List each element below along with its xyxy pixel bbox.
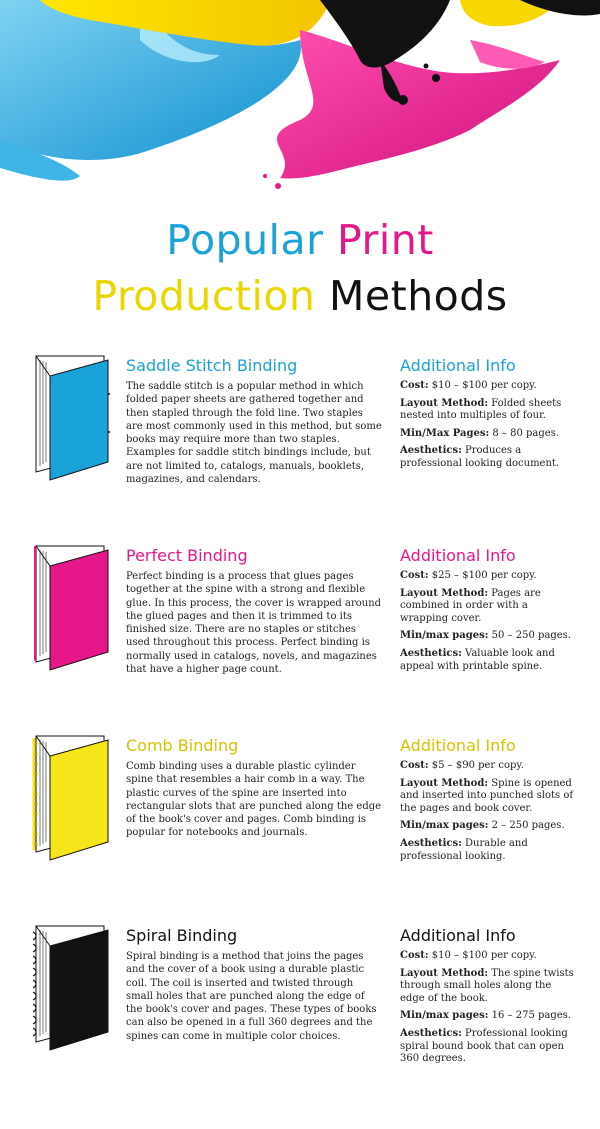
pages-label: Min/max pages: <box>400 820 489 832</box>
additional-info-title: Additional Info <box>400 546 516 565</box>
cost-row <box>400 950 575 963</box>
layout-label: Layout Method: <box>400 777 489 789</box>
additional-info-list <box>400 570 575 678</box>
aesthetics-label: Aesthetics: <box>400 647 462 659</box>
layout-label: Layout Method: <box>400 967 489 979</box>
section-description: Comb binding uses a durable plastic cylinder spine that resembles a hair comb in a way. The plastic curves of the spine are inserted into rectangular slots that are punched along the edge of the book's cover and pages. Comb binding is popular for notebooks and journals. <box>126 761 382 839</box>
layout-row <box>400 398 575 423</box>
section-perfect-binding <box>0 544 600 734</box>
title-word-print: Print <box>336 216 434 264</box>
section-title: Spiral Binding <box>126 926 238 945</box>
section-description: The saddle stitch is a popular method in which folded paper sheets are gathered together and then stapled through the fold line. Two staples are most commonly used in this method, but some books may require more than two staples. Examples for saddle stitch bindings include, but are not limited to, catalogs, manuals, booklets, magazines, and calendars. <box>126 381 382 486</box>
aesthetics-row <box>400 445 575 470</box>
section-description: Spiral binding is a method that joins the pages and the cover of a book using a durable plastic coil. The coil is inserted and twisted through small holes that are punched along the edge of the book's cover and pages. These types of books can also be opened in a full 360 degrees and the spines can come in multiple color choices. <box>126 951 377 1042</box>
additional-info-title: Additional Info <box>400 356 516 375</box>
cost-value: $5 – $90 per copy. <box>431 760 524 771</box>
pages-label: Min/Max Pages: <box>400 427 490 439</box>
paint-splash-illustration <box>0 0 600 200</box>
aesthetics-value: Durable and professional looking. <box>400 837 528 862</box>
section-saddle-stitch <box>0 354 600 544</box>
pages-value: 2 – 250 pages. <box>491 820 565 832</box>
cost-value: $25 – $100 per copy. <box>431 570 537 581</box>
additional-info-title: Additional Info <box>400 736 516 755</box>
section-title: Saddle Stitch Binding <box>126 356 298 375</box>
layout-value: Pages are combined in order with a wrapping cover. <box>400 587 541 624</box>
section-spiral-binding <box>0 924 600 1114</box>
title-word-popular: Popular <box>166 216 324 264</box>
section-description: Perfect binding is a process that glues pages together at the spine with a strong and flexible glue. In this process, the cover is wrapped around the glued pages and then it is trimmed to its finished size. There are no staples or stitches used throughout this process. Perfect binding is normally used in catalogs, novels, and magazines that have a higher page count. <box>126 571 382 676</box>
aesthetics-label: Aesthetics: <box>400 1027 462 1039</box>
cost-value: $10 – $100 per copy. <box>431 380 537 391</box>
comb-binding-book-icon <box>32 734 114 862</box>
pages-label: Min/max pages: <box>400 630 489 642</box>
cost-value: $10 – $100 per copy. <box>431 950 537 961</box>
title-word-production: Production <box>92 272 316 320</box>
aesthetics-row <box>400 838 575 863</box>
cost-row <box>400 570 575 583</box>
additional-info-list <box>400 950 575 1071</box>
pages-row <box>400 820 575 833</box>
perfect-binding-book-icon <box>32 544 114 672</box>
pages-value: 16 – 275 pages. <box>491 1010 571 1022</box>
aesthetics-row <box>400 1028 575 1066</box>
pages-value: 50 – 250 pages. <box>491 630 571 642</box>
layout-row <box>400 588 575 626</box>
pages-row <box>400 1010 575 1023</box>
layout-value: The spine twists through small holes along the edge of the book. <box>400 967 574 1004</box>
layout-row <box>400 968 575 1006</box>
aesthetics-row <box>400 648 575 673</box>
layout-label: Layout Method: <box>400 587 489 599</box>
section-title: Comb Binding <box>126 736 239 755</box>
aesthetics-value: Produces a professional looking document. <box>400 445 560 469</box>
cost-row <box>400 380 575 393</box>
pages-row <box>400 630 575 643</box>
aesthetics-label: Aesthetics: <box>400 837 462 849</box>
page-title-line-2 <box>0 268 600 324</box>
aesthetics-value: Valuable look and appeal with printable spine. <box>400 647 555 672</box>
saddle-stitch-book-icon <box>32 354 114 482</box>
cost-label: Cost: <box>400 950 429 961</box>
layout-label: Layout Method: <box>400 397 489 409</box>
layout-value: Spine is opened and inserted into punched slots of the pages and book cover. <box>400 777 574 814</box>
aesthetics-label: Aesthetics: <box>400 445 462 457</box>
additional-info-title: Additional Info <box>400 926 516 945</box>
spiral-binding-book-icon <box>32 924 114 1052</box>
pages-row <box>400 428 575 441</box>
cost-label: Cost: <box>400 760 429 771</box>
aesthetics-value: Professional looking spiral bound book that can open 360 degrees. <box>400 1027 568 1065</box>
additional-info-list <box>400 760 575 868</box>
layout-row <box>400 778 575 816</box>
pages-label: Min/max pages: <box>400 1010 489 1022</box>
title-word-methods: Methods <box>329 272 508 320</box>
additional-info-list <box>400 380 575 476</box>
cost-label: Cost: <box>400 380 429 391</box>
pages-value: 8 – 80 pages. <box>492 427 560 439</box>
layout-value: Folded sheets nested into multiples of four. <box>400 397 562 422</box>
cost-label: Cost: <box>400 570 429 581</box>
section-title: Perfect Binding <box>126 546 248 565</box>
cost-row <box>400 760 575 773</box>
section-comb-binding <box>0 734 600 924</box>
page-title-line-1 <box>0 212 600 268</box>
